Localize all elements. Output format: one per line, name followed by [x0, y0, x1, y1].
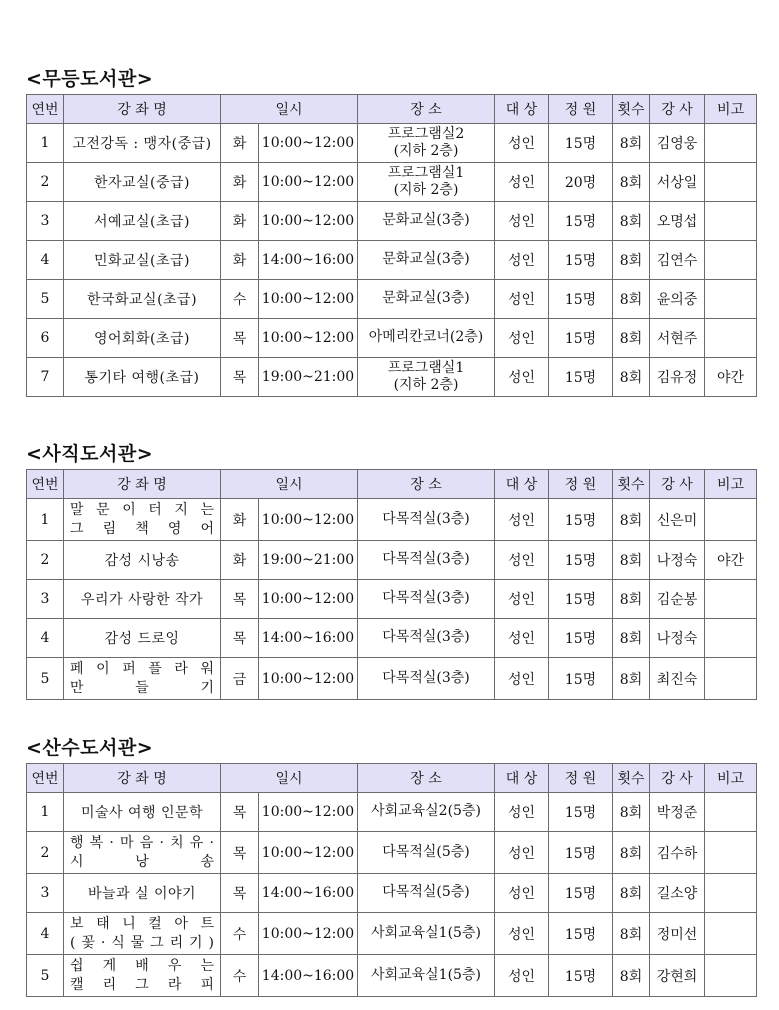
cell-time: 10:00~12:00 — [259, 163, 358, 202]
header-note: 비고 — [705, 470, 757, 499]
header-datetime: 일시 — [221, 470, 358, 499]
cell-note — [705, 202, 757, 241]
program-table — [26, 469, 757, 700]
table-row — [27, 499, 757, 541]
table-row — [27, 793, 757, 832]
table-row — [27, 955, 757, 997]
cell-target: 성인 — [495, 619, 549, 658]
cell-note — [705, 499, 757, 541]
header-row — [27, 764, 757, 793]
library-title: <산수도서관> — [26, 737, 154, 759]
cell-day: 화 — [221, 202, 259, 241]
header-count: 횟수 — [613, 470, 650, 499]
header-count: 횟수 — [613, 95, 650, 124]
cell-instructor: 길소양 — [650, 874, 705, 913]
cell-no: 3 — [27, 580, 64, 619]
library-section — [26, 733, 756, 997]
cell-time: 10:00~12:00 — [259, 280, 358, 319]
cell-course: 말 문 이 터 지 는 그 림 책 영 어 — [64, 499, 221, 541]
cell-course: 보 태 니 컬 아 트 ( 꽃 · 식 물 그 리 기 ) — [64, 913, 221, 955]
cell-day: 목 — [221, 580, 259, 619]
cell-no: 5 — [27, 280, 64, 319]
cell-place: 다목적실(3층) — [358, 619, 495, 658]
cell-note — [705, 955, 757, 997]
cell-day: 화 — [221, 124, 259, 163]
cell-instructor: 김연수 — [650, 241, 705, 280]
cell-instructor: 나정숙 — [650, 541, 705, 580]
program-table — [26, 94, 757, 397]
cell-no: 3 — [27, 202, 64, 241]
cell-course: 미술사 여행 인문학 — [64, 793, 221, 832]
cell-count: 8회 — [613, 913, 650, 955]
cell-target: 성인 — [495, 280, 549, 319]
cell-count: 8회 — [613, 874, 650, 913]
cell-course: 한국화교실(초급) — [64, 280, 221, 319]
cell-time: 10:00~12:00 — [259, 832, 358, 874]
table-row — [27, 580, 757, 619]
library-section — [26, 439, 756, 700]
cell-note — [705, 124, 757, 163]
cell-note — [705, 241, 757, 280]
cell-place: 다목적실(3층) — [358, 580, 495, 619]
cell-note — [705, 874, 757, 913]
cell-count: 8회 — [613, 658, 650, 700]
cell-no: 7 — [27, 358, 64, 397]
cell-target: 성인 — [495, 580, 549, 619]
cell-count: 8회 — [613, 358, 650, 397]
cell-course: 서예교실(초급) — [64, 202, 221, 241]
cell-course: 한자교실(중급) — [64, 163, 221, 202]
table-row — [27, 874, 757, 913]
cell-instructor: 오명섭 — [650, 202, 705, 241]
cell-capacity: 15명 — [549, 202, 613, 241]
header-capacity: 정 원 — [549, 470, 613, 499]
cell-course: 영어회화(초급) — [64, 319, 221, 358]
cell-target: 성인 — [495, 319, 549, 358]
cell-day: 화 — [221, 241, 259, 280]
cell-place: 다목적실(5층) — [358, 874, 495, 913]
cell-capacity: 20명 — [549, 163, 613, 202]
table-row — [27, 319, 757, 358]
header-capacity: 정 원 — [549, 764, 613, 793]
cell-capacity: 15명 — [549, 874, 613, 913]
cell-capacity: 15명 — [549, 832, 613, 874]
cell-instructor: 최진숙 — [650, 658, 705, 700]
cell-capacity: 15명 — [549, 580, 613, 619]
cell-capacity: 15명 — [549, 913, 613, 955]
cell-time: 14:00~16:00 — [259, 955, 358, 997]
library-title: <사직도서관> — [26, 443, 154, 465]
header-target: 대 상 — [495, 764, 549, 793]
cell-place: 아메리칸코너(2층) — [358, 319, 495, 358]
cell-time: 10:00~12:00 — [259, 580, 358, 619]
cell-day: 목 — [221, 358, 259, 397]
cell-target: 성인 — [495, 832, 549, 874]
header-place: 장 소 — [358, 764, 495, 793]
cell-no: 5 — [27, 955, 64, 997]
cell-instructor: 정미선 — [650, 913, 705, 955]
header-no: 연번 — [27, 764, 64, 793]
cell-target: 성인 — [495, 163, 549, 202]
header-target: 대 상 — [495, 95, 549, 124]
cell-day: 목 — [221, 793, 259, 832]
cell-instructor: 박정준 — [650, 793, 705, 832]
cell-target: 성인 — [495, 241, 549, 280]
cell-capacity: 15명 — [549, 280, 613, 319]
cell-place: 프로그램실2 (지하 2층) — [358, 124, 495, 163]
cell-no: 2 — [27, 541, 64, 580]
cell-note: 야간 — [705, 358, 757, 397]
cell-target: 성인 — [495, 955, 549, 997]
cell-day: 수 — [221, 955, 259, 997]
cell-time: 10:00~12:00 — [259, 202, 358, 241]
header-count: 횟수 — [613, 764, 650, 793]
cell-day: 화 — [221, 541, 259, 580]
cell-place: 다목적실(5층) — [358, 832, 495, 874]
cell-course: 통기타 여행(초급) — [64, 358, 221, 397]
cell-no: 2 — [27, 163, 64, 202]
cell-place: 사회교육실1(5층) — [358, 913, 495, 955]
cell-capacity: 15명 — [549, 955, 613, 997]
table-row — [27, 280, 757, 319]
cell-day: 목 — [221, 874, 259, 913]
header-note: 비고 — [705, 764, 757, 793]
cell-time: 10:00~12:00 — [259, 793, 358, 832]
cell-note — [705, 319, 757, 358]
cell-time: 10:00~12:00 — [259, 658, 358, 700]
cell-note — [705, 163, 757, 202]
cell-course: 감성 시낭송 — [64, 541, 221, 580]
cell-place: 사회교육실1(5층) — [358, 955, 495, 997]
cell-time: 10:00~12:00 — [259, 499, 358, 541]
header-datetime: 일시 — [221, 764, 358, 793]
cell-note: 야간 — [705, 541, 757, 580]
header-target: 대 상 — [495, 470, 549, 499]
cell-target: 성인 — [495, 793, 549, 832]
cell-no: 1 — [27, 124, 64, 163]
header-row — [27, 470, 757, 499]
cell-instructor: 김순봉 — [650, 580, 705, 619]
cell-no: 1 — [27, 499, 64, 541]
cell-place: 다목적실(3층) — [358, 499, 495, 541]
header-course: 강 좌 명 — [64, 95, 221, 124]
cell-time: 14:00~16:00 — [259, 874, 358, 913]
cell-capacity: 15명 — [549, 241, 613, 280]
cell-capacity: 15명 — [549, 541, 613, 580]
cell-instructor: 나정숙 — [650, 619, 705, 658]
cell-place: 문화교실(3층) — [358, 202, 495, 241]
cell-count: 8회 — [613, 280, 650, 319]
cell-capacity: 15명 — [549, 793, 613, 832]
cell-count: 8회 — [613, 163, 650, 202]
cell-instructor: 김영웅 — [650, 124, 705, 163]
cell-course: 페 이 퍼 플 라 워 만 들 기 — [64, 658, 221, 700]
cell-count: 8회 — [613, 955, 650, 997]
cell-course: 우리가 사랑한 작가 — [64, 580, 221, 619]
cell-target: 성인 — [495, 913, 549, 955]
table-row — [27, 619, 757, 658]
cell-place: 다목적실(3층) — [358, 658, 495, 700]
cell-no: 5 — [27, 658, 64, 700]
cell-capacity: 15명 — [549, 358, 613, 397]
cell-time: 10:00~12:00 — [259, 124, 358, 163]
cell-count: 8회 — [613, 241, 650, 280]
cell-instructor: 윤의중 — [650, 280, 705, 319]
cell-day: 화 — [221, 163, 259, 202]
cell-place: 프로그램실1 (지하 2층) — [358, 163, 495, 202]
cell-no: 1 — [27, 793, 64, 832]
cell-count: 8회 — [613, 541, 650, 580]
cell-course: 감성 드로잉 — [64, 619, 221, 658]
cell-course: 민화교실(초급) — [64, 241, 221, 280]
cell-capacity: 15명 — [549, 124, 613, 163]
cell-place: 사회교육실2(5층) — [358, 793, 495, 832]
cell-count: 8회 — [613, 580, 650, 619]
cell-instructor: 김유정 — [650, 358, 705, 397]
cell-course: 행 복 · 마 음 · 치 유 · 시 낭 송 — [64, 832, 221, 874]
cell-target: 성인 — [495, 658, 549, 700]
cell-time: 19:00~21:00 — [259, 358, 358, 397]
header-course: 강 좌 명 — [64, 470, 221, 499]
cell-capacity: 15명 — [549, 619, 613, 658]
header-place: 장 소 — [358, 95, 495, 124]
cell-instructor: 서상일 — [650, 163, 705, 202]
cell-time: 14:00~16:00 — [259, 241, 358, 280]
cell-no: 6 — [27, 319, 64, 358]
cell-count: 8회 — [613, 319, 650, 358]
cell-target: 성인 — [495, 202, 549, 241]
cell-capacity: 15명 — [549, 658, 613, 700]
cell-course: 쉽 게 배 우 는 캘 리 그 라 피 — [64, 955, 221, 997]
cell-count: 8회 — [613, 202, 650, 241]
header-datetime: 일시 — [221, 95, 358, 124]
cell-time: 14:00~16:00 — [259, 619, 358, 658]
cell-count: 8회 — [613, 619, 650, 658]
cell-day: 수 — [221, 913, 259, 955]
cell-target: 성인 — [495, 541, 549, 580]
table-row — [27, 163, 757, 202]
cell-instructor: 서현주 — [650, 319, 705, 358]
cell-note — [705, 832, 757, 874]
header-no: 연번 — [27, 95, 64, 124]
cell-day: 목 — [221, 319, 259, 358]
cell-instructor: 김수하 — [650, 832, 705, 874]
table-row — [27, 358, 757, 397]
header-row — [27, 95, 757, 124]
cell-capacity: 15명 — [549, 499, 613, 541]
cell-no: 4 — [27, 241, 64, 280]
cell-target: 성인 — [495, 358, 549, 397]
table-row — [27, 124, 757, 163]
cell-day: 수 — [221, 280, 259, 319]
table-row — [27, 658, 757, 700]
cell-place: 문화교실(3층) — [358, 241, 495, 280]
cell-place: 프로그램실1 (지하 2층) — [358, 358, 495, 397]
library-section — [26, 64, 756, 397]
cell-capacity: 15명 — [549, 319, 613, 358]
cell-no: 3 — [27, 874, 64, 913]
cell-target: 성인 — [495, 499, 549, 541]
cell-count: 8회 — [613, 499, 650, 541]
header-capacity: 정 원 — [549, 95, 613, 124]
header-no: 연번 — [27, 470, 64, 499]
library-title: <무등도서관> — [26, 68, 154, 90]
cell-instructor: 강현희 — [650, 955, 705, 997]
cell-note — [705, 793, 757, 832]
cell-target: 성인 — [495, 874, 549, 913]
cell-no: 4 — [27, 619, 64, 658]
table-row — [27, 832, 757, 874]
cell-note — [705, 658, 757, 700]
table-row — [27, 913, 757, 955]
header-instructor: 강 사 — [650, 95, 705, 124]
cell-instructor: 신은미 — [650, 499, 705, 541]
table-row — [27, 241, 757, 280]
cell-time: 10:00~12:00 — [259, 319, 358, 358]
program-table — [26, 763, 757, 997]
cell-no: 4 — [27, 913, 64, 955]
cell-day: 목 — [221, 832, 259, 874]
header-note: 비고 — [705, 95, 757, 124]
table-row — [27, 541, 757, 580]
cell-count: 8회 — [613, 832, 650, 874]
cell-course: 고전강독 : 맹자(중급) — [64, 124, 221, 163]
header-instructor: 강 사 — [650, 764, 705, 793]
cell-day: 화 — [221, 499, 259, 541]
cell-time: 10:00~12:00 — [259, 913, 358, 955]
cell-note — [705, 580, 757, 619]
cell-place: 다목적실(3층) — [358, 541, 495, 580]
cell-note — [705, 913, 757, 955]
cell-day: 금 — [221, 658, 259, 700]
cell-note — [705, 280, 757, 319]
cell-day: 목 — [221, 619, 259, 658]
cell-time: 19:00~21:00 — [259, 541, 358, 580]
cell-note — [705, 619, 757, 658]
cell-count: 8회 — [613, 124, 650, 163]
header-course: 강 좌 명 — [64, 764, 221, 793]
cell-course: 바늘과 실 이야기 — [64, 874, 221, 913]
cell-count: 8회 — [613, 793, 650, 832]
header-instructor: 강 사 — [650, 470, 705, 499]
header-place: 장 소 — [358, 470, 495, 499]
cell-no: 2 — [27, 832, 64, 874]
cell-place: 문화교실(3층) — [358, 280, 495, 319]
cell-target: 성인 — [495, 124, 549, 163]
table-row — [27, 202, 757, 241]
